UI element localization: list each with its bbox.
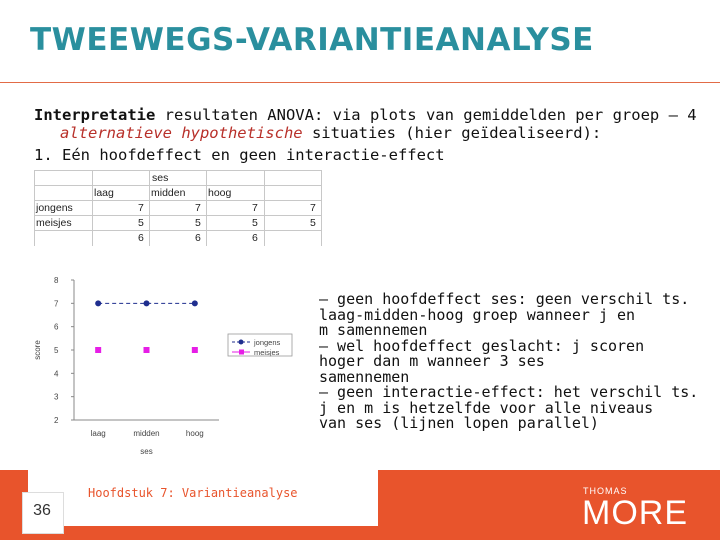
legend-marker bbox=[239, 350, 244, 355]
table-col-header: midden bbox=[151, 187, 186, 199]
table-cell: 5 bbox=[138, 217, 144, 229]
y-tick-label: 7 bbox=[54, 299, 59, 309]
intro-line-2 bbox=[60, 124, 601, 142]
x-tick-label: hoog bbox=[185, 429, 204, 438]
legend-marker bbox=[239, 340, 244, 345]
table-row-label: jongens bbox=[36, 202, 73, 214]
page-number: 36 bbox=[33, 502, 51, 519]
note-line: – wel hoofdeffect geslacht: j scoren bbox=[319, 336, 645, 355]
table-cell: 5 bbox=[310, 217, 316, 229]
x-tick-label: midden bbox=[133, 429, 160, 438]
y-tick-label: 3 bbox=[54, 392, 59, 402]
title-divider bbox=[0, 82, 720, 83]
data-point-jongens bbox=[95, 300, 101, 306]
note-line: m samennemen bbox=[319, 321, 428, 339]
means-plot-svg bbox=[34, 268, 296, 468]
table-row-label: meisjes bbox=[36, 217, 72, 229]
chapter-label: Hoofdstuk 7: Variantieanalyse bbox=[88, 486, 298, 500]
table-cell: 6 bbox=[138, 232, 144, 244]
table-col-header: hoog bbox=[208, 187, 232, 199]
means-plot bbox=[34, 268, 296, 468]
means-table bbox=[34, 170, 322, 246]
note-line: hoger dan m wanneer 3 ses bbox=[319, 352, 545, 370]
y-axis-title: score bbox=[33, 340, 42, 360]
note-line: – geen interactie-effect: het verschil ts. bbox=[319, 383, 699, 401]
note-line: j en m is hetzelfde voor alle niveaus bbox=[319, 398, 654, 417]
table-cell: 5 bbox=[195, 217, 201, 229]
y-tick-label: 8 bbox=[54, 276, 59, 285]
table-cell: 6 bbox=[252, 232, 258, 244]
table-cell: 5 bbox=[252, 217, 258, 229]
intro-line-2-text: situaties (hier geïdealiseerd): bbox=[302, 124, 602, 142]
y-tick-label: 5 bbox=[54, 346, 59, 355]
x-axis-title: ses bbox=[140, 447, 153, 456]
note-line: laag-midden-hoog groep wanneer j en bbox=[319, 305, 636, 324]
note-line: van ses (lijnen lopen parallel) bbox=[319, 414, 599, 432]
data-point-meisjes bbox=[144, 347, 150, 353]
intro-highlight: alternatieve hypothetische bbox=[60, 124, 303, 142]
y-tick-label: 4 bbox=[54, 369, 59, 379]
y-tick-label: 6 bbox=[54, 322, 59, 332]
intro-line-1-text: resultaten ANOVA: via plots van gemiddelden per groep – 4 bbox=[155, 106, 697, 124]
logo-top-text: THOMAS bbox=[583, 486, 628, 496]
legend-label: jongens bbox=[254, 338, 281, 347]
data-point-jongens bbox=[192, 300, 198, 306]
table-cell: 6 bbox=[195, 232, 201, 244]
table-cell: 7 bbox=[138, 202, 144, 214]
table-cell: 7 bbox=[310, 202, 316, 214]
interpretation-notes bbox=[319, 290, 699, 432]
table-cell: 7 bbox=[252, 202, 258, 214]
intro-bold: Interpretatie bbox=[34, 106, 156, 124]
y-tick-label: 2 bbox=[54, 416, 59, 425]
table-cell: 7 bbox=[195, 202, 201, 214]
data-point-meisjes bbox=[95, 347, 101, 353]
data-point-meisjes bbox=[192, 347, 198, 353]
table-col-header: laag bbox=[94, 187, 114, 199]
logo-main-text: MORE bbox=[582, 494, 688, 532]
table-group-label: ses bbox=[152, 172, 169, 184]
intro-line-3: 1. Eén hoofdeffect en geen interactie-effect bbox=[34, 146, 445, 164]
intro-line-1 bbox=[34, 106, 697, 124]
note-line: – geen hoofdeffect ses: geen verschil ts. bbox=[319, 290, 690, 308]
x-tick-label: laag bbox=[90, 429, 106, 438]
data-point-jongens bbox=[144, 300, 150, 306]
legend-label: meisjes bbox=[254, 348, 280, 357]
page-title: TWEEWEGS-VARIANTIEANALYSE bbox=[30, 22, 594, 58]
note-line: samennemen bbox=[319, 367, 410, 386]
